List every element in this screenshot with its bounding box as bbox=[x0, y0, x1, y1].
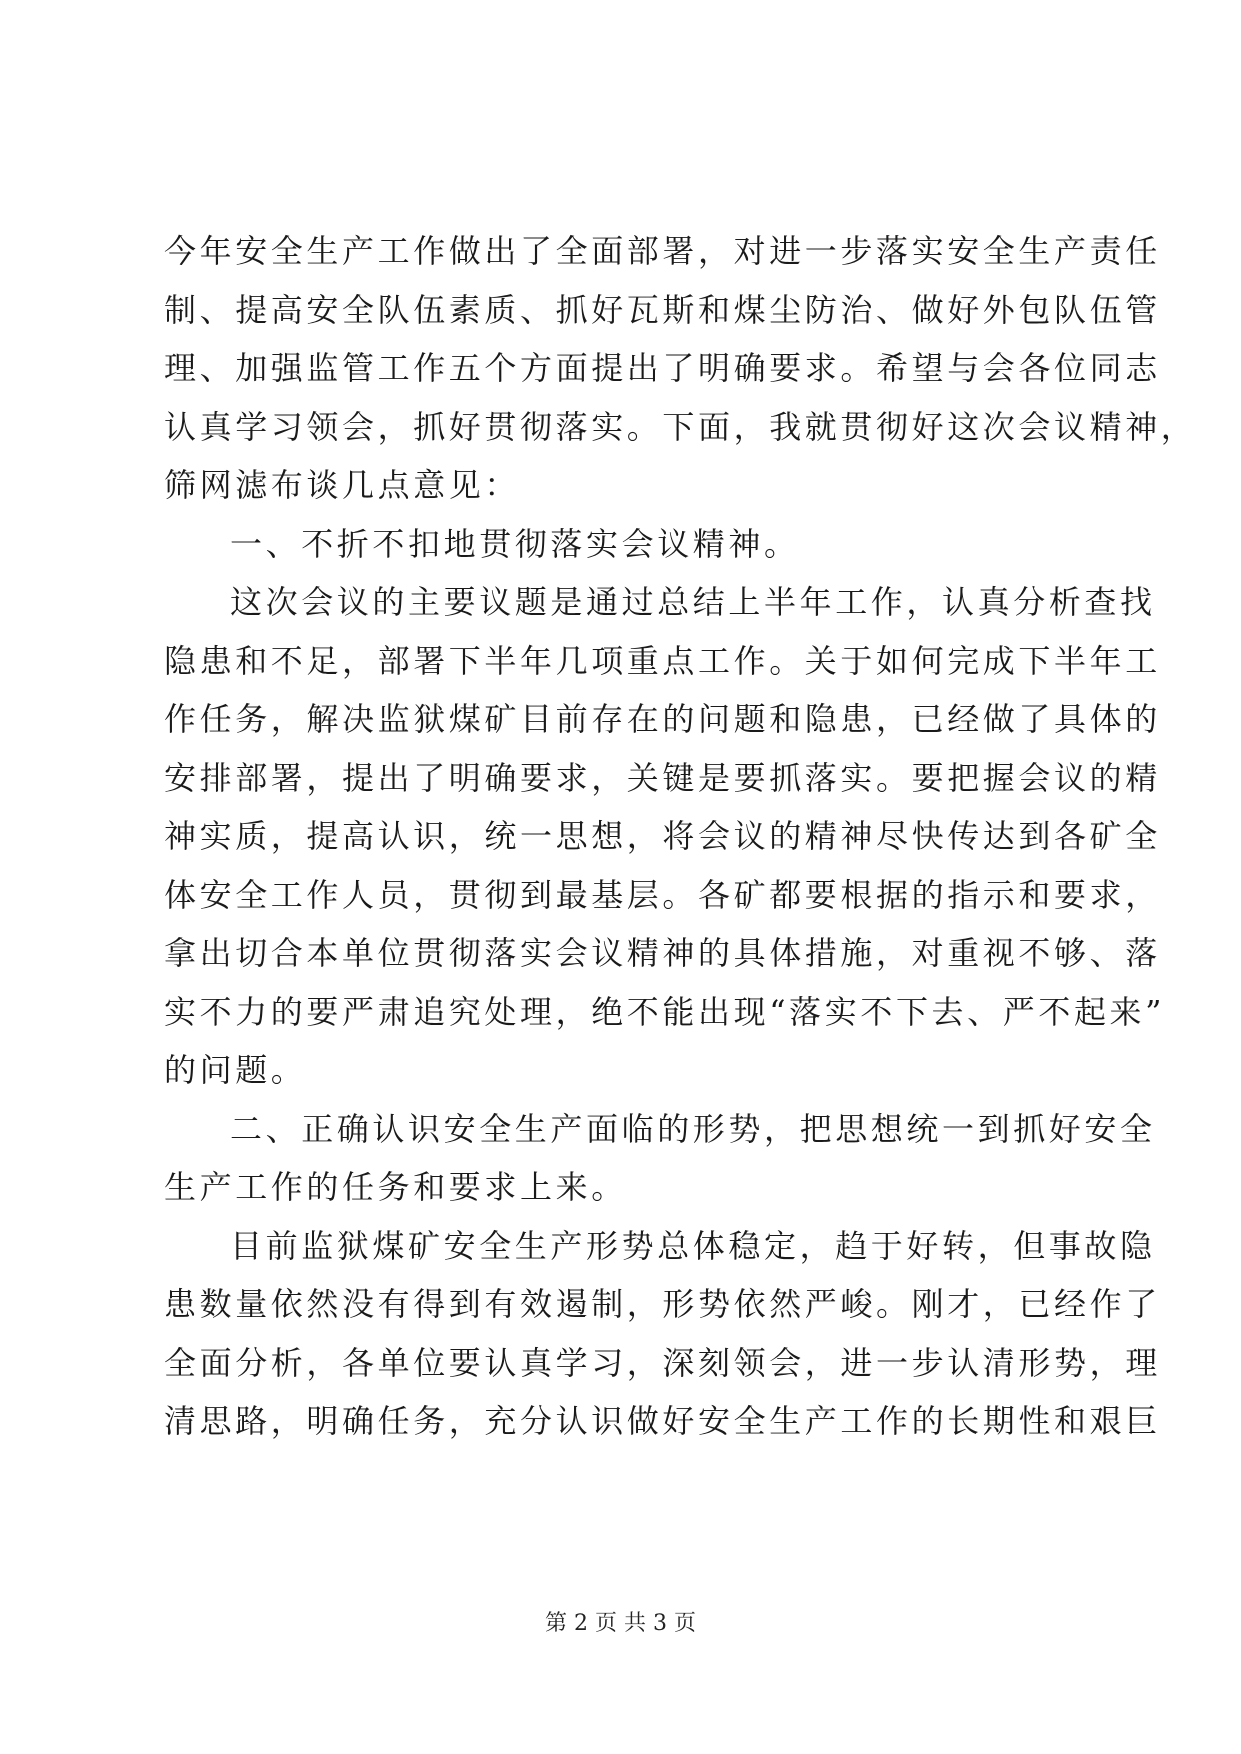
text-line: 安排部署，提出了明确要求，关键是要抓落实。要把握会议的精 bbox=[164, 758, 1161, 797]
page-footer: 第 2 页 共 3 页 bbox=[545, 1611, 696, 1636]
text-line: 清思路，明确任务，充分认识做好安全生产工作的长期性和艰巨 bbox=[164, 1402, 1161, 1440]
text-line: 的问题。 bbox=[164, 1051, 307, 1089]
text-line: 认真学习领会，抓好贯彻落实。下面，我就贯彻好这次会议精神， bbox=[164, 407, 1197, 446]
text-line: 实不力的要严肃追究处理，绝不能出现“落实不下去、严不起来” bbox=[164, 992, 1166, 1031]
text-line: 制、提高安全队伍素质、抓好瓦斯和煤尘防治、做好外包队伍管 bbox=[164, 290, 1161, 329]
section-heading-1: 一、不折不扣地贯彻落实会议精神。 bbox=[230, 524, 800, 563]
body-text bbox=[164, 222, 1197, 1451]
text-line: 体安全工作人员，贯彻到最基层。各矿都要根据的指示和要求， bbox=[164, 875, 1161, 914]
text-line: 理、加强监管工作五个方面提出了明确要求。希望与会各位同志 bbox=[164, 349, 1161, 387]
text-line: 筛网滤布谈几点意见： bbox=[164, 466, 521, 504]
text-line: 全面分析，各单位要认真学习，深刻领会，进一步认清形势，理 bbox=[164, 1343, 1161, 1382]
text-line: 今年安全生产工作做出了全面部署，对进一步落实安全生产责任 bbox=[164, 232, 1161, 270]
text-line: 这次会议的主要议题是通过总结上半年工作，认真分析查找 bbox=[230, 583, 1156, 621]
text-line: 生产工作的任务和要求上来。 bbox=[164, 1168, 627, 1206]
text-line: 拿出切合本单位贯彻落实会议精神的具体措施，对重视不够、落 bbox=[164, 934, 1161, 972]
text-line: 患数量依然没有得到有效遏制，形势依然严峻。刚才，已经作了 bbox=[164, 1285, 1161, 1323]
section-heading-2: 二、正确认识安全生产面临的形势，把思想统一到抓好安全 bbox=[230, 1109, 1156, 1148]
text-line: 神实质，提高认识，统一思想，将会议的精神尽快传达到各矿全 bbox=[164, 817, 1161, 855]
text-line: 隐患和不足，部署下半年几项重点工作。关于如何完成下半年工 bbox=[164, 641, 1161, 680]
text-line: 目前监狱煤矿安全生产形势总体稳定，趋于好转，但事故隐 bbox=[230, 1226, 1156, 1265]
text-line: 作任务，解决监狱煤矿目前存在的问题和隐患，已经做了具体的 bbox=[164, 700, 1161, 738]
